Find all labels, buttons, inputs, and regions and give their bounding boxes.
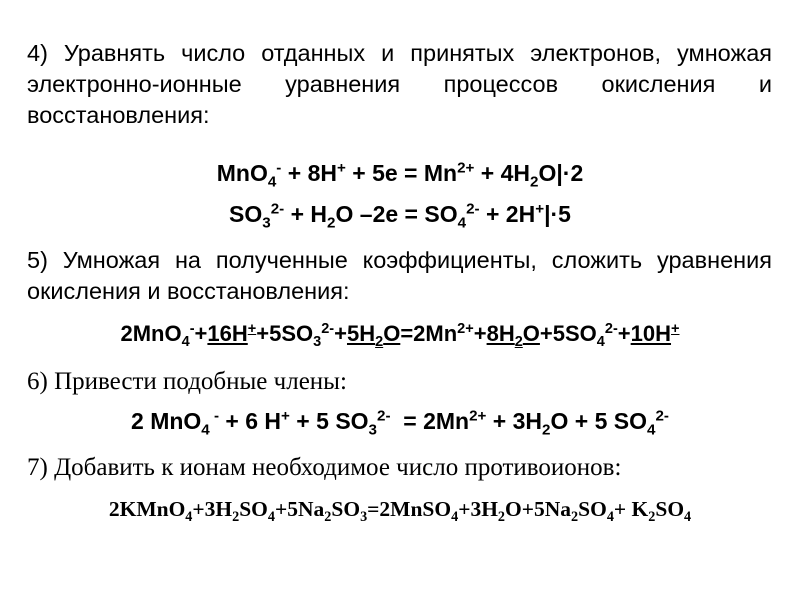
eq-sum-token: 2- [604, 321, 618, 338]
eq-sum-token: 2- [321, 321, 335, 338]
eq-reduced-token: + [281, 407, 290, 425]
eq-oxidation-token: 2 [327, 214, 336, 232]
eq-sum-token: 4 [181, 334, 190, 351]
eq-sum-token: 4 [596, 334, 605, 351]
eq-reduction-token: + 8H [281, 160, 337, 186]
eq-molecular-token: 2 [648, 508, 656, 525]
step-6-text: 6) Привести подобные члены: [27, 368, 347, 395]
reduction-half-equation [0, 159, 800, 191]
eq-sum-token: + [617, 321, 631, 346]
eq-oxidation-token: + [535, 200, 545, 218]
eq-oxidation-token: 4 [457, 214, 467, 232]
eq-oxidation-token: 3 [262, 214, 271, 232]
eq-molecular-token: 2 [497, 508, 506, 525]
eq-sum-token: 10H [630, 321, 672, 346]
eq-reduction-token: O|·2 [538, 160, 584, 186]
eq-sum-token: 8H [486, 321, 515, 346]
eq-molecular-token: 2 [324, 508, 332, 525]
eq-reduction-token: + [336, 159, 346, 177]
eq-sum-token: + [334, 321, 347, 346]
eq-molecular-token: SO [239, 497, 268, 521]
eq-molecular-token: 4 [451, 508, 459, 525]
eq-reduced-token: + 3H [486, 408, 543, 434]
eq-oxidation-token: 2- [466, 200, 480, 218]
eq-sum-token: + [671, 321, 680, 338]
eq-molecular-token: =2MnSO [367, 497, 452, 521]
eq-molecular-token: 2KMnO [108, 497, 186, 521]
eq-sum-token: + [194, 321, 208, 346]
eq-oxidation-token: SO [229, 201, 263, 227]
eq-molecular-token: O+5Na [505, 497, 572, 521]
eq-molecular-token: +3H [458, 497, 498, 521]
summed-ionic-equation [0, 321, 800, 351]
eq-sum-token: 2MnO [120, 321, 182, 346]
eq-reduction-token: + 4H [474, 160, 531, 186]
eq-molecular-token: SO [331, 497, 361, 521]
eq-sum-token: 3 [313, 334, 322, 351]
eq-reduction-token: + 5e = Mn [345, 160, 458, 186]
eq-oxidation-token: + H [284, 201, 328, 227]
eq-sum-token: 2+ [457, 321, 474, 338]
eq-reduced-token: 4 [647, 421, 656, 439]
eq-reduced-token: 2 MnO [131, 408, 202, 434]
eq-molecular-token: 2 [571, 508, 579, 525]
eq-sum-token: 2 [375, 334, 384, 351]
eq-reduced-token: - [209, 407, 220, 425]
eq-molecular-token: 4 [606, 508, 614, 525]
eq-reduced-token: 2 [542, 421, 551, 439]
eq-reduction-token: MnO [216, 160, 268, 186]
eq-oxidation-token: + 2H [479, 201, 536, 227]
oxidation-half-equation [0, 200, 800, 232]
eq-sum-token: + [473, 321, 487, 346]
eq-molecular-token: 4 [684, 508, 692, 525]
eq-sum-token: - [189, 321, 195, 338]
eq-oxidation-token: O –2e = SO [335, 201, 458, 227]
eq-reduced-token: O + 5 SO [550, 408, 648, 434]
eq-molecular-token: SO [578, 497, 607, 521]
eq-reduction-token: 4 [267, 173, 277, 191]
eq-oxidation-token: |·5 [544, 201, 571, 227]
eq-reduced-token: 2+ [469, 407, 487, 425]
eq-sum-token: +5SO [256, 321, 314, 346]
eq-molecular-token: SO [655, 497, 685, 521]
eq-molecular-token: + K [613, 497, 649, 521]
eq-sum-token: 5H [346, 321, 376, 346]
eq-reduction-token: 2 [530, 173, 539, 191]
eq-reduced-token: = 2Mn [390, 408, 470, 434]
eq-molecular-token: +3H [192, 497, 233, 521]
eq-reduction-token: 2+ [457, 159, 475, 177]
eq-reduced-token: 3 [368, 421, 377, 439]
eq-molecular-token: 4 [267, 508, 275, 525]
eq-sum-token: O [522, 321, 540, 346]
eq-oxidation-token: 2- [270, 200, 285, 218]
molecular-equation [0, 497, 800, 525]
eq-sum-token: 16H [207, 321, 248, 346]
eq-reduced-token: + 6 H [219, 408, 282, 434]
eq-molecular-token: 4 [185, 508, 193, 525]
step-7-text: 7) Добавить к ионам необходимое число противоионов: [27, 454, 622, 481]
eq-reduced-token: 4 [201, 421, 210, 439]
eq-reduced-token: 2- [655, 407, 669, 425]
eq-molecular-token: +5Na [275, 497, 325, 521]
eq-sum-token: O [383, 321, 401, 346]
eq-sum-token: 2 [514, 334, 523, 351]
eq-sum-token: =2Mn [400, 321, 458, 346]
eq-reduced-token: 2- [377, 407, 391, 425]
eq-sum-token: +5SO [539, 321, 597, 346]
eq-molecular-token: 3 [360, 508, 368, 525]
step-5-text: 5) Умножая на полученные коэффициенты, сложить уравнения окисления и восстановления: [27, 247, 772, 304]
eq-molecular-token: 2 [232, 508, 240, 525]
eq-reduction-token: - [276, 159, 282, 177]
reduced-ionic-equation [0, 407, 800, 439]
eq-reduced-token: + 5 SO [289, 408, 369, 434]
eq-sum-token: + [247, 321, 257, 338]
step-4-text: 4) Уравнять число отданных и принятых электронов, умножая электронно-ионные уравнения процессов окисления и восстановления: [27, 40, 772, 128]
